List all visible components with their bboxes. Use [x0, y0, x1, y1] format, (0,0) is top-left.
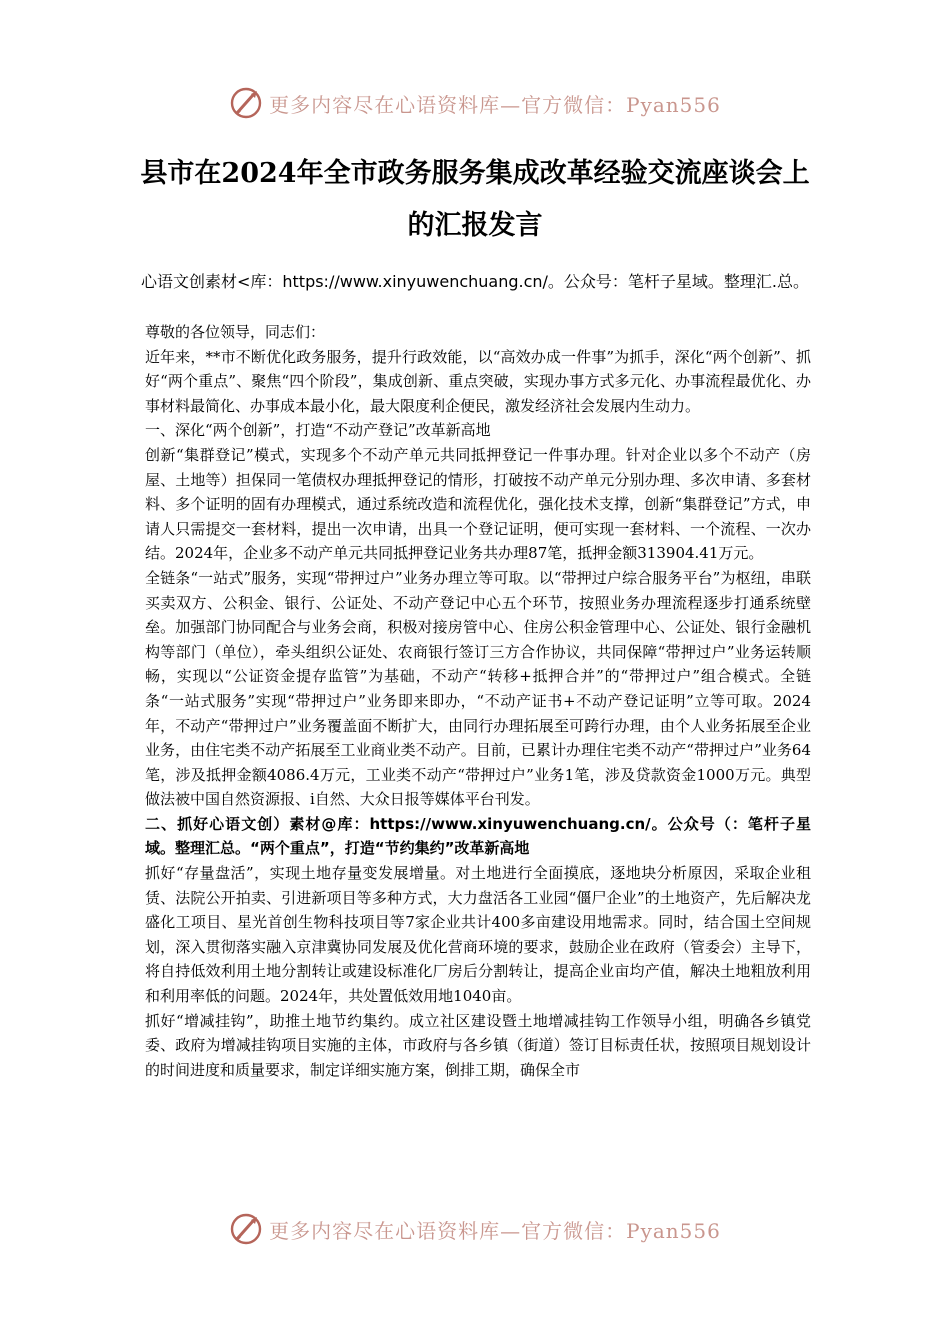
section-heading-2: 二、抓好心语文创）素材@库：https://www.xinyuwenchuang.cn/。公众号（：笔杆子星域。整理汇总。“两个重点”，打造“节约集约”改革新高地	[145, 814, 811, 858]
footer-banner	[0, 1204, 950, 1254]
brush-logo-icon	[229, 86, 263, 120]
banner-text: 更多内容尽在心语资料库—官方微信：Pyan556	[269, 92, 721, 117]
document-subtitle: 心语文创素材<库：https://www.xinyuwenchuang.cn/。公众号：笔杆子星域。整理汇.总。	[140, 272, 810, 291]
body-paragraph: 全链条“一站式”服务，实现“带押过户”业务办理立等可取。以“带押过户综合服务平台”为枢纽，串联买卖双方、公积金、银行、公证处、不动产登记中心五个环节，按照业务办理流程逐步打通系统壁垒。加强部门协同配合与业务会商，积极对接房管中心、住房公积金管理中心、公证处、银行金融机构等部门（单位），牵头组织公证处、农商银行签订三方合作协议，共同保障“带押过户”业务运转顺畅，实现以“公证资金提存监管”为基础，不动产“转移+抵押合并”的“带押过户”组合模式。全链条“一站式服务”实现“带押过户”业务即来即办，“不动产证书+不动产登记证明”立等可取。2024年，不动产“带押过户”业务覆盖面不断扩大，由同行办理拓展至可跨行办理，由个人业务拓展至企业业务，由住宅类不动产拓展至工业商业类不动产。目前，已累计办理住宅类不动产“带押过户”业务64笔，涉及抵押金额4086.4万元，工业类不动产“带押过户”业务1笔，涉及贷款资金1000万元。典型做法被中国自然资源报、i自然、大众日报等媒体平台刊发。	[145, 568, 811, 809]
document-body	[145, 320, 811, 1082]
section-heading-1: 一、深化“两个创新”，打造“不动产登记”改革新高地	[145, 421, 491, 440]
banner-text: 更多内容尽在心语资料库—官方微信：Pyan556	[269, 1218, 721, 1243]
body-paragraph: 抓好“存量盘活”，实现土地存量变发展增量。对土地进行全面摸底，逐地块分析原因，采取企业租赁、法院公开拍卖、引进新项目等多种方式，大力盘活各工业园“僵尸企业”的土地资产，先后解决龙盛化工项目、星光首创生物科技项目等7家企业共计400多亩建设用地需求。同时，结合国土空间规划，深入贯彻落实融入京津冀协同发展及优化营商环境的要求，鼓励企业在政府（管委会）主导下，将自持低效利用土地分割转让或建设标准化厂房后分割转让，提高企业亩均产值，解决土地粗放利用和利用率低的问题。2024年，共处置低效用地1040亩。	[145, 864, 811, 1006]
body-paragraph: 创新“集群登记”模式，实现多个不动产单元共同抵押登记一件事办理。针对企业以多个不动产（房屋、土地等）担保同一笔债权办理抵押登记的情形，打破按不动产单元分别办理、多次申请、多套材料、多个证明的固有办理模式，通过系统改造和流程优化，强化技术支撑，创新“集群登记”方式，申请人只需提交一套材料，提出一次申请，出具一个登记证明，便可实现一套材料、一个流程、一次办结。2024年，企业多不动产单元共同抵押登记业务共办理87笔，抵押金额313904.41万元。	[145, 445, 811, 563]
brush-logo-icon	[229, 1212, 263, 1246]
body-paragraph: 抓好“增减挂钩”，助推土地节约集约。成立社区建设暨土地增减挂钩工作领导小组，明确各乡镇党委、政府为增减挂钩项目实施的主体，市政府与各乡镇（街道）签订目标责任状，按照项目规划设计的时间进度和质量要求，制定详细实施方案，倒排工期，确保全市	[145, 1011, 811, 1079]
intro-paragraph: 近年来，**市不断优化政务服务，提升行政效能，以“高效办成一件事”为抓手，深化“两个创新”、抓好“两个重点”、聚焦“四个阶段”，集成创新、重点突破，实现办事方式多元化、办事流程最优化、办事材料最简化、办事成本最小化，最大限度利企便民，激发经济社会发展内生动力。	[145, 347, 811, 415]
header-banner	[0, 78, 950, 128]
salutation: 尊敬的各位领导，同志们：	[145, 323, 326, 341]
document-title: 县市在2024年全市政务服务集成改革经验交流座谈会上的汇报发言	[140, 158, 810, 241]
